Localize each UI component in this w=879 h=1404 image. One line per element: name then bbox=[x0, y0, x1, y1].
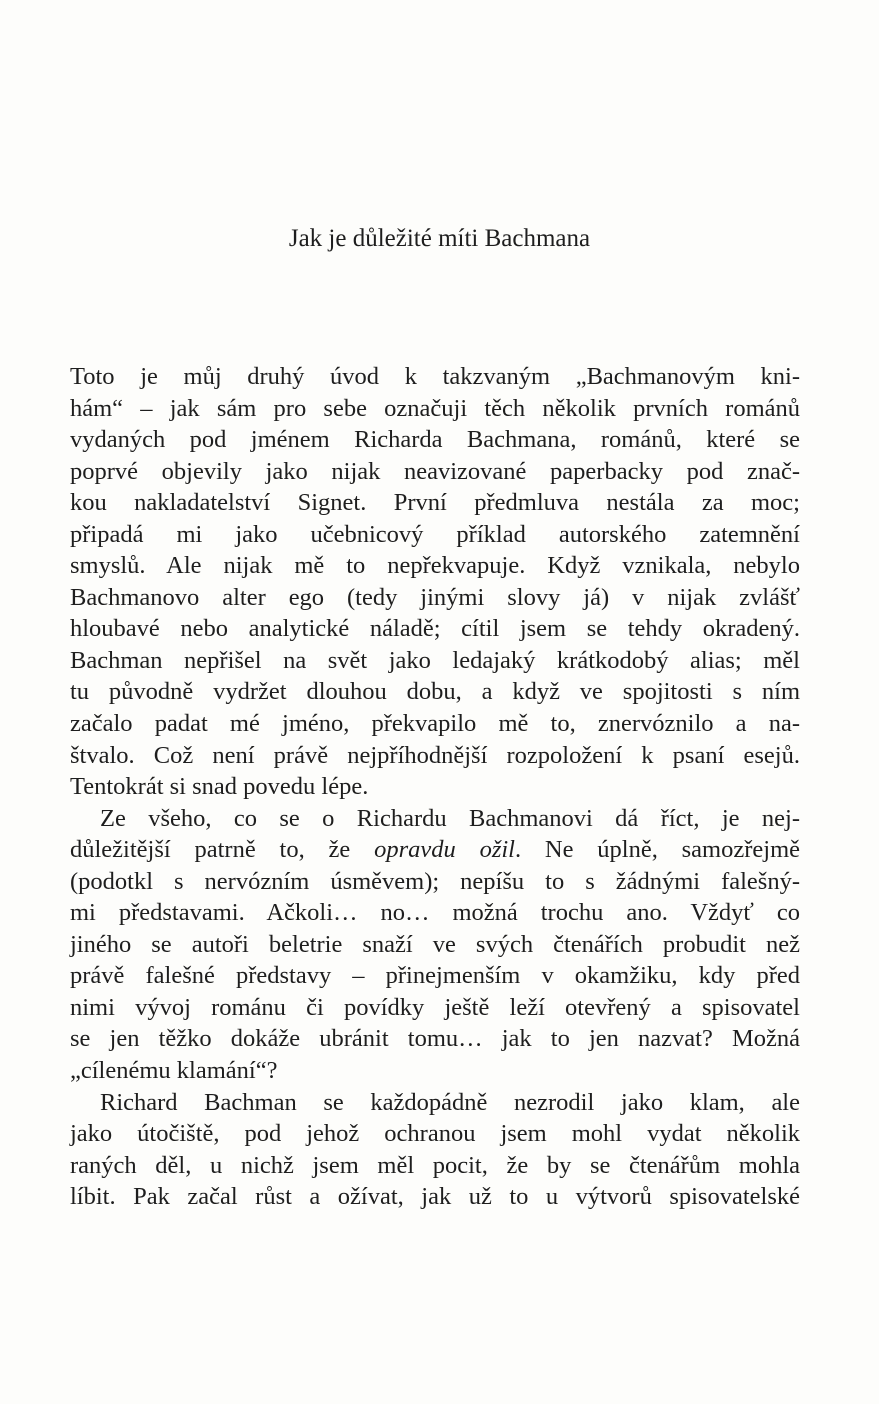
text-line: nimi vývoj románu či povídky ještě leží otevřený a spisovatel bbox=[70, 993, 800, 1021]
text-line: začalo padat mé jméno, překvapilo mě to, znervóznilo a na- bbox=[70, 710, 800, 738]
text-line: mi představami. Ačkoli… no… možná trochu ano. Vždyť co bbox=[70, 899, 800, 927]
text-segment: důležitější patrně to, že bbox=[70, 836, 375, 864]
text-line: hloubavé nebo analytické náladě; cítil jsem se tehdy okradený. bbox=[70, 615, 800, 643]
text-segment: . Ne úplně, samozřejmě bbox=[514, 836, 801, 864]
emphasized-text: opravdu ožil bbox=[374, 836, 515, 864]
text-line: se jen těžko dokáže ubránit tomu… jak to jen nazvat? Možná bbox=[70, 1025, 800, 1053]
text-line: Richard Bachman se každopádně nezrodil jako klam, ale bbox=[100, 1088, 800, 1116]
text-line: „cílenému klamání“? bbox=[70, 1057, 278, 1085]
text-line: vydaných pod jménem Richarda Bachmana, románů, které se bbox=[70, 426, 800, 454]
text-line: jako útočiště, pod jehož ochranou jsem mohl vydat několik bbox=[70, 1120, 800, 1148]
text-line: Toto je můj druhý úvod k takzvaným „Bachmanovým kni- bbox=[70, 363, 800, 390]
text-line: Bachman nepřišel na svět jako ledajaký krátkodobý alias; měl bbox=[70, 646, 800, 674]
text-line: hám“ – jak sám pro sebe označuji těch několik prvních románů bbox=[70, 394, 800, 422]
text-line: raných děl, u nichž jsem měl pocit, že by se čtenářům mohla bbox=[70, 1151, 800, 1179]
chapter-title: Jak je důležité míti Bachmana bbox=[288, 225, 591, 252]
text-line: štvalo. Což není právě nejpříhodnější rozpoložení k psaní esejů. bbox=[70, 741, 800, 769]
text-line: poprvé objevily jako nijak neavizované paperbacky pod znač- bbox=[70, 457, 800, 485]
text-line bbox=[70, 834, 800, 866]
body-text bbox=[70, 361, 800, 1213]
text-line: smyslů. Ale nijak mě to nepřekvapuje. Když vznikala, nebylo bbox=[70, 552, 800, 580]
text-line: (podotkl s nervózním úsměvem); nepíšu to s žádnými falešný- bbox=[70, 867, 800, 895]
text-line: tu původně vydržet dlouhou dobu, a když ve spojitosti s ním bbox=[70, 678, 800, 706]
text-line: kou nakladatelství Signet. První předmluva nestála za moc; bbox=[70, 489, 800, 517]
text-line: připadá mi jako učebnicový příklad autorského zatemnění bbox=[70, 520, 800, 548]
text-line: jiného se autoři beletrie snaží ve svých čtenářích probudit než bbox=[70, 930, 800, 958]
text-line: Bachmanovo alter ego (tedy jinými slovy já) v nijak zvlášť bbox=[70, 583, 800, 611]
text-line: právě falešné představy – přinejmenším v okamžiku, kdy před bbox=[70, 962, 800, 990]
text-line: Tentokrát si snad povedu lépe. bbox=[70, 773, 369, 801]
text-line: líbit. Pak začal růst a ožívat, jak už to u výtvorů spisovatelské bbox=[70, 1183, 800, 1211]
text-line: Ze všeho, co se o Richardu Bachmanovi dá říct, je nej- bbox=[100, 804, 800, 832]
